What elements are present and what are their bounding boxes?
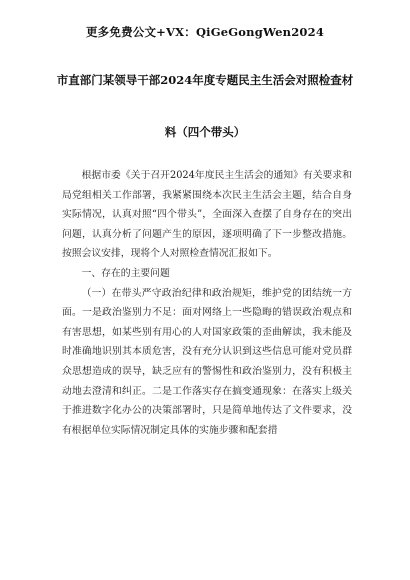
watermark-text: 更多免费公文+VX：QiGeGongWen2024: [85, 25, 325, 39]
document-title-line-1: 市直部门某领导干部2024年度专题民主生活会对照检查材: [56, 73, 354, 87]
document-title-line-2: 料（四个带头）: [164, 125, 246, 139]
document-body: [62, 166, 352, 440]
section-heading: 一、存在的主要问题: [81, 267, 170, 279]
intro-paragraph: 根据市委《关于召开2024年度民主生活会的通知》有关要求和局党组相关工作部署，我紧紧围绕本次民主生活会主题，结合自身实际情况，认真对照“四个带头”，全面深入查摆了自身存在的突出问题，认真分析了问题产生的原因，逐项明确了下一步整改措施。按照会议安排，现将个人对照检查情况汇报如下。: [62, 170, 352, 260]
point-paragraph: （一）在带头严守政治纪律和政治规矩，维护党的团结统一方面。一是政治鉴别力不足：面对网络上一些隐晦的错误政治观点和有害思想，如某些别有用心的人对国家政策的歪曲解读，我未能及时准确地识别其本质危害，没有充分认识到这些信息可能对党员群众思想造成的误导，缺乏应有的警惕性和政治鉴别力，没有积极主动地去澄清和纠正。二是工作落实存在搞变通现象：在落实上级关于推进数字化办公的决策部署时，只是简单地传达了文件要求，没有根据单位实际情况制定具体的实施步骤和配套措: [62, 287, 352, 436]
